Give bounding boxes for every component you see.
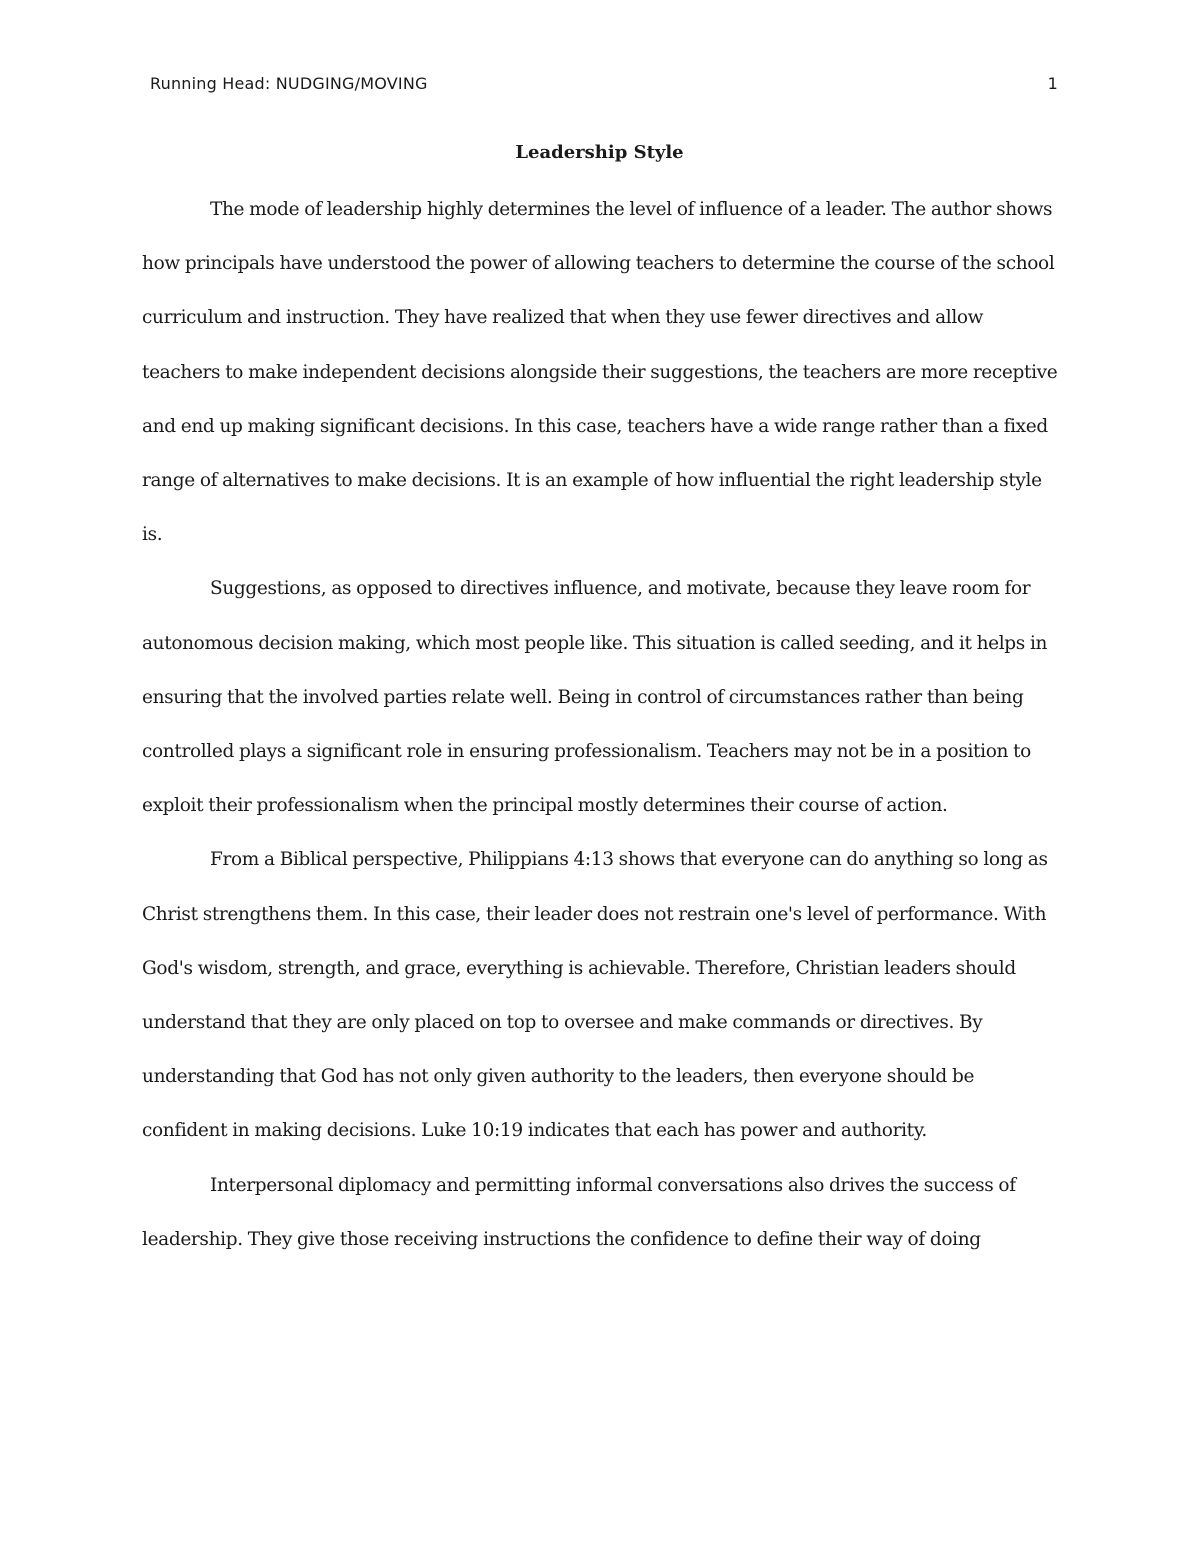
paragraph: Suggestions, as opposed to directives influence, and motivate, because they leave room for autonomous decision making, which most people like. This situation is called seeding, and it helps in ensuring that the involved parties relate well. Being in control of circumstances rather than being controlled plays a significant role in ensuring professionalism. Teachers may not be in a position to exploit their professionalism when the principal mostly determines their course of action. (142, 578, 1048, 817)
paragraph: Interpersonal diplomacy and permitting informal conversations also drives the success of leadership. They give those receiving instructions the confidence to define their way of doing (142, 1174, 1016, 1250)
page-header (150, 74, 1060, 100)
document-title: Leadership Style (515, 142, 684, 163)
body-text (142, 183, 1060, 1267)
page-number: 1 (1047, 74, 1058, 93)
paragraph: The mode of leadership highly determines the level of influence of a leader. The author shows how principals have understood the power of allowing teachers to determine the course of the school curriculum and instruction. They have realized that when they use fewer directives and allow teachers to make independent decisions alongside their suggestions, the teachers are more receptive and end up making significant decisions. In this case, teachers have a wide range rather than a fixed range of alternatives to make decisions. It is an example of how influential the right leadership style is. (142, 199, 1058, 546)
running-head: Running Head: NUDGING/MOVING (150, 74, 428, 93)
paragraph: From a Biblical perspective, Philippians 4:13 shows that everyone can do anything so long as Christ strengthens them. In this case, their leader does not restrain one's level of performance. With God's wisdom, strength, and grace, everything is achievable. Therefore, Christian leaders should understand that they are only placed on top to oversee and make commands or directives. By understanding that God has not only given authority to the leaders, then everyone should be confident in making decisions. Luke 10:19 indicates that each has power and authority. (142, 849, 1048, 1142)
